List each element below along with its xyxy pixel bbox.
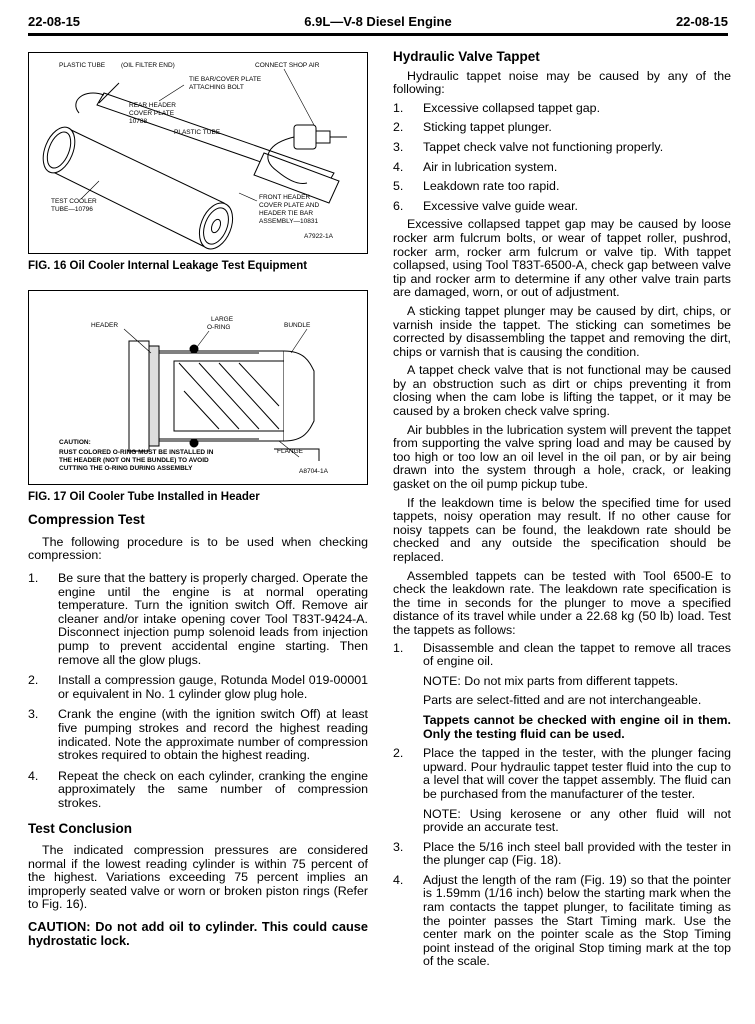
label-front-header-3: HEADER TIE BAR <box>259 210 314 217</box>
tappet-paragraph-3: A tappet check valve that is not functional may be caused by an obstruction such as dirt or chips preventing it from closing when the cam lobe is lifting the tappet, or it may be caused by a broken check valve spring. <box>393 363 731 419</box>
list-item: 6. Excessive valve guide wear. <box>393 198 578 213</box>
label-front-header-4: ASSEMBLY—10831 <box>259 218 319 225</box>
list-item: 1. Excessive collapsed tappet gap. <box>393 100 601 115</box>
caution-line-3: CUTTING THE O-RING DURING ASSEMBLY <box>59 464 193 472</box>
header-rule <box>28 33 728 36</box>
label-tie-bar-1: TIE BAR/COVER PLATE <box>189 76 262 83</box>
figure-16-caption: FIG. 16 Oil Cooler Internal Leakage Test Equipment <box>28 260 308 272</box>
hydraulic-valve-tappet-heading: Hydraulic Valve Tappet <box>393 49 540 64</box>
section-title: 6.9L—V-8 Diesel Engine <box>304 14 452 29</box>
note-do-not-mix: NOTE: Do not mix parts from different tappets. <box>423 673 679 688</box>
tappet-intro: Hydraulic tappet noise may be caused by any of the following: <box>393 68 731 97</box>
list-item: 4. Air in lubrication system. <box>393 159 558 174</box>
label-rear-header-1: REAR HEADER <box>129 102 176 109</box>
tappet-causes <box>393 102 731 214</box>
page-number-left: 22-08-15 <box>28 14 81 29</box>
oil-cooler-test-equipment-illustration <box>29 53 367 253</box>
test-conclusion-heading: Test Conclusion <box>28 821 133 837</box>
tappet-test-steps-continued <box>393 747 731 801</box>
oil-cooler-tube-header-illustration <box>29 291 367 484</box>
list-item: 2. Install a compression gauge, Rotunda Model 019-00001 or equivalent in No. 1 cylinder glow plug hole. <box>28 673 368 701</box>
caution-title: CAUTION: <box>59 438 91 446</box>
compression-intro: The following procedure is to be used when checking compression: <box>28 534 368 563</box>
list-item: 3. Tappet check valve not functioning properly. <box>393 139 664 154</box>
label-test-cooler-1: TEST COOLER <box>51 198 97 205</box>
label-front-header-2: COVER PLATE AND <box>259 202 320 209</box>
page-number-right: 22-08-15 <box>675 14 728 29</box>
tappet-paragraph-5: If the leakdown time is below the specified time for used tappets, noisy operation may result. If no other cause for noisy tappets can be found, the leakdown rate should be checked and any outside the specification should be replaced. <box>393 495 731 564</box>
right-column <box>393 50 731 969</box>
figure-17 <box>28 290 368 485</box>
tappet-test-steps-final <box>393 841 731 969</box>
list-item: 4. Adjust the length of the ram (Fig. 19) so that the pointer is 1.59mm (1/16 inch) below the starting mark when the ram contacts the tappet plunger, to facilitate timing as the pointer passes the Start Timing mark. Use the center mark on the pointer scale as the Stop Timing point instead of the original Stop timing mark at the top of the scale. <box>393 872 731 969</box>
figure-16 <box>28 52 368 254</box>
note-select-fitted: Parts are select-fitted and are not interchangeable. <box>423 693 702 708</box>
label-o-ring: O-RING <box>207 323 231 331</box>
conclusion-text: The indicated compression pressures are considered normal if the lowest reading cylinder is within 75 percent of the highest. Variations exceeding 75 percent implies an improperly seated valve or worn or broken piston rings (Refer to Fig. 16). <box>28 843 368 912</box>
tappet-paragraph-1: Excessive collapsed tappet gap may be caused by loose rocker arm fulcrum bolts, or wear of tappet roller, pushrod, rocker arm, rocker arm fulcrum or valve tip. With tappet collapsed, using Tool T83T-6500-A, check gap between valve tip and rocker arm to determine if any other valve train parts are damaged, worn, or out of adjustment. <box>393 217 731 300</box>
label-oil-filter-end: (OIL FILTER END) <box>121 62 175 69</box>
label-connect-shop-air: CONNECT SHOP AIR <box>255 62 320 69</box>
label-rear-header-3: 10788 <box>129 118 148 125</box>
figure-code-17: A8704-1A <box>299 467 328 475</box>
list-item: 2. Place the tapped in the tester, with the plunger facing upward. Pour hydraulic tappet tester fluid into the cup to a level that will cover the tappet assembly. The fluid can be purchased from the manufacturer of the tester. <box>393 746 731 801</box>
caution-line-1: RUST COLORED O-RING MUST BE INSTALLED IN <box>59 448 214 456</box>
list-item: 1. Disassemble and clean the tappet to remove all traces of engine oil. <box>393 640 731 669</box>
tappet-paragraph-6: Assembled tappets can be tested with Tool 6500-E to check the leakdown rate. The leakdown rate specification is the time in seconds for the plunger to move a specified distance of its travel while under a 22.68 kg (50 lb) load. Test the tappets as follows: <box>393 568 731 637</box>
compression-test-heading: Compression Test <box>28 512 145 528</box>
figure-17-caption: FIG. 17 Oil Cooler Tube Installed in Header <box>28 490 260 503</box>
figure-code-16: A7922-1A <box>304 233 333 240</box>
label-header: HEADER <box>91 321 119 329</box>
label-test-cooler-2: TUBE—10796 <box>51 206 93 213</box>
label-plastic-tube-mid: PLASTIC TUBE <box>174 129 221 136</box>
label-tie-bar-2: ATTACHING BOLT <box>189 84 244 91</box>
list-item: 5. Leakdown rate too rapid. <box>393 179 560 194</box>
label-plastic-tube: PLASTIC TUBE <box>59 62 106 69</box>
conclusion-caution: CAUTION: Do not add oil to cylinder. This could cause hydrostatic lock. <box>28 919 368 948</box>
page-header <box>28 14 728 36</box>
label-front-header-1: FRONT HEADER <box>259 194 311 201</box>
list-item: 3. Place the 5/16 inch steel ball provided with the tester in the plunger cap (Fig. 18). <box>393 839 731 868</box>
tappet-paragraph-2: A sticking tappet plunger may be caused by dirt, chips, or varnish inside the tappet. The sticking can sometimes be corrected by disassembling the tappet and removing the dirt, chips or varnish that is causing the condition. <box>393 303 731 359</box>
list-item: 1. Be sure that the battery is properly charged. Operate the engine until the engine is at normal operating temperature. Turn the ignition switch Off. Remove air cleaner and/or intake opening cover Tool T83T-9424-A. Disconnect injection pump solenoid leads from injection pump to prevent accidental engine starting. Then remove all the glow plugs. <box>28 570 368 667</box>
tappet-paragraph-4: Air bubbles in the lubrication system will prevent the tappet from supporting the valve spring load and may be caused by too high or too low an oil level in the oil pan, or by air being drawn into the system through a hole, crack, or leaking gasket on the oil pump pickup tube. <box>393 422 731 492</box>
label-flange: FLANGE <box>277 447 304 455</box>
caution-line-2: THE HEADER (NOT ON THE BUNDLE) TO AVOID <box>59 456 209 464</box>
label-rear-header-2: COVER PLATE <box>129 110 175 117</box>
label-bundle: BUNDLE <box>284 321 311 329</box>
label-large: LARGE <box>211 315 234 323</box>
compression-steps <box>28 572 368 811</box>
note-kerosene: NOTE: Using kerosene or any other fluid will not provide an accurate test. <box>423 806 731 835</box>
list-item: 3. Crank the engine (with the ignition switch Off) at least five pumping strokes and record the highest reading indicated. Note the approximate number of compression strokes required to obtain the highest reading. <box>28 707 368 763</box>
tappet-test-steps <box>393 642 731 669</box>
list-item: 4. Repeat the check on each cylinder, cranking the engine approximately the same number of compression strokes. <box>28 768 368 810</box>
list-item: 2. Sticking tappet plunger. <box>393 120 552 135</box>
left-column <box>28 52 368 947</box>
note-testing-fluid-warning: Tappets cannot be checked with engine oil in them. Only the testing fluid can be used. <box>423 712 731 741</box>
